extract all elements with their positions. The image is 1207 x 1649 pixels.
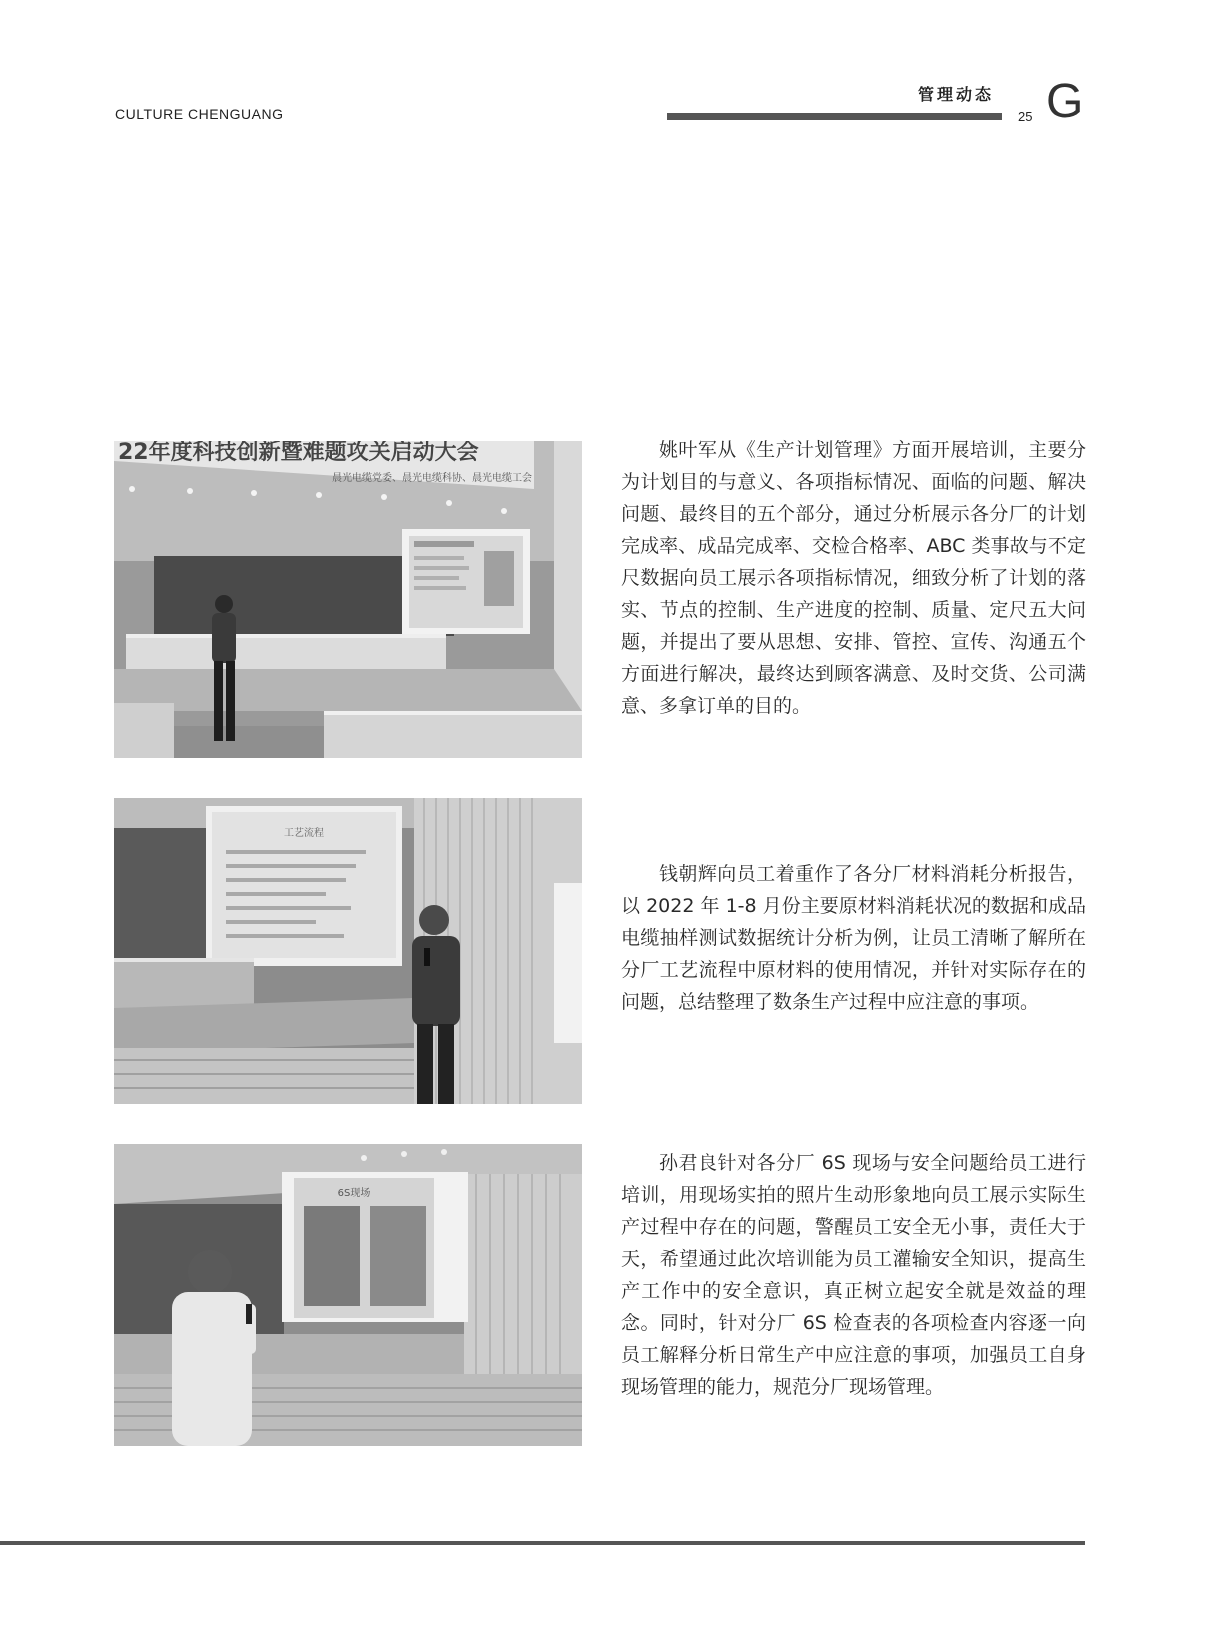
section-letter: G	[1046, 75, 1084, 128]
paragraph-production-planning: 姚叶军从《生产计划管理》方面开展培训，主要分为计划目的与意义、各项指标情况、面临的问题、解决问题、最终目的五个部分，通过分析展示各分厂的计划完成率、成品完成率、交检合格率、ABC 类事故与不定尺数据向员工展示各项指标情况，细致分析了计划的落实、节点的控制、生产进度的控制、质量、定尺五大问题，并提出了要从思想、安排、管控、宣传、沟通五个方面进行解决，最终达到顾客满意、及时交货、公司满意、多拿订单的目的。	[621, 439, 1086, 717]
slide-title: 工艺流程	[284, 828, 324, 839]
slide-title-6s: 6S现场	[337, 1188, 371, 1199]
publication-name: CULTURE CHENGUANG	[115, 106, 284, 122]
section-title: 管理动态	[918, 85, 995, 104]
photo-1-illustration	[114, 441, 582, 758]
header-rule	[667, 113, 1002, 120]
paragraph-6s-safety: 孙君良针对各分厂 6S 现场与安全问题给员工进行培训，用现场实拍的照片生动形象地向员工展示实际生产过程中存在的问题，警醒员工安全无小事，责任大于天，希望通过此次培训能为员工灌输安全知识，提高生产工作中的安全意识，真正树立起安全就是效益的理念。同时，针对分厂 6S 检查表的各项检查内容逐一向员工解释分析日常生产中应注意的事项，加强员工自身现场管理的能力，规范分厂现场管理。	[621, 1152, 1086, 1398]
page-number: 25	[1018, 109, 1033, 124]
photo-3-illustration	[114, 1144, 582, 1446]
paragraph-material-consumption: 钱朝辉向员工着重作了各分厂材料消耗分析报告，以 2022 年 1-8 月份主要原材料消耗状况的数据和成品电缆抽样测试数据统计分析为例，让员工清晰了解所在分厂工艺流程中原材料的使用情况，并针对实际存在的问题，总结整理了数条生产过程中应注意的事项。	[621, 863, 1086, 1013]
photo-2-illustration	[114, 798, 582, 1104]
banner-title: 22年度科技创新暨难题攻关启动大会	[118, 441, 479, 465]
photo-conference-hall	[114, 441, 582, 758]
footer-rule	[0, 1541, 1085, 1545]
photo-process-presentation	[114, 798, 582, 1104]
banner-subtitle: 晨光电缆党委、晨光电缆科协、晨光电缆工会	[332, 473, 532, 484]
photo-6s-presentation	[114, 1144, 582, 1446]
